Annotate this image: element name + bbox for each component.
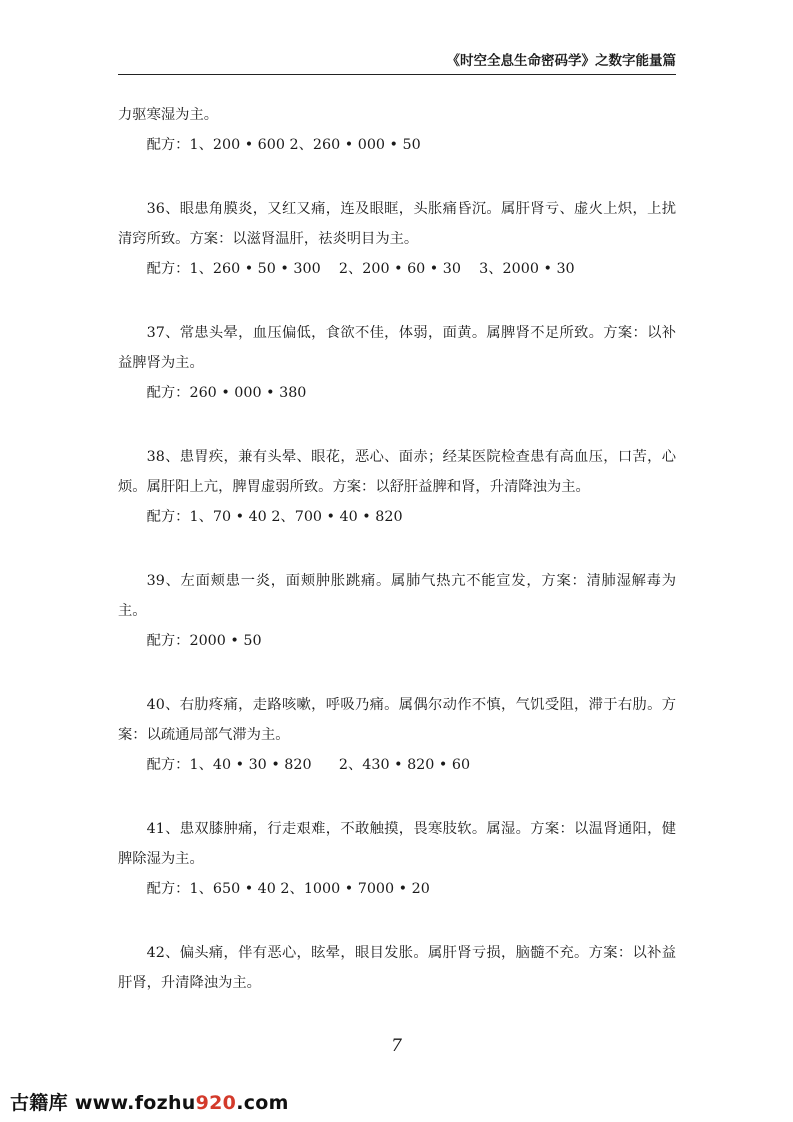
page-body — [118, 100, 676, 998]
footer-url: www.fozhu920.com — [74, 1092, 289, 1114]
intro-formula: 配方：1、200 • 600 2、260 • 000 • 50 — [146, 137, 421, 153]
entry-39-formula: 配方：2000 • 50 — [146, 633, 262, 649]
footer-site-name: 古籍库 — [10, 1092, 68, 1114]
entry-37-formula: 配方：260 • 000 • 380 — [146, 385, 307, 401]
watermark-footer[interactable] — [10, 1088, 289, 1115]
entry-41-formula: 配方：1、650 • 40 2、1000 • 7000 • 20 — [146, 881, 430, 897]
entry-40-text: 40、右肋疼痛，走路咳嗽，呼吸乃痛。属偶尔动作不慎，气饥受阻，滞于右肋。方案：以疏通局部气滞为主。 — [118, 697, 676, 743]
entry-41-text: 41、患双膝肿痛，行走艰难，不敢触摸，畏寒肢软。属湿。方案：以温肾通阳，健脾除湿为主。 — [118, 821, 676, 867]
entry-37-text: 37、常患头晕，血压偏低，食欲不佳，体弱，面黄。属脾肾不足所致。方案：以补益脾肾为主。 — [118, 325, 676, 371]
entry-42-text: 42、偏头痛，伴有恶心，眩晕，眼目发胀。属肝肾亏损，脑髓不充。方案：以补益肝肾，升清降浊为主。 — [118, 945, 676, 991]
running-header: 《时空全息生命密码学》之数字能量篇 — [446, 53, 676, 69]
entry-39-text: 39、左面颊患一炎，面颊肿胀跳痛。属肺气热亢不能宣发，方案：清肺湿解毒为主。 — [118, 573, 676, 619]
intro-text: 力驱寒湿为主。 — [118, 107, 219, 123]
page-number: 7 — [391, 1036, 402, 1056]
header-rule — [118, 74, 676, 75]
entry-38-text: 38、患胃疾，兼有头晕、眼花，恶心、面赤；经某医院检查患有高血压，口苦，心烦。属肝阳上亢，脾胃虚弱所致。方案：以舒肝益脾和肾，升清降浊为主。 — [118, 449, 676, 495]
entry-36-text: 36、眼患角膜炎，又红又痛，连及眼眶，头胀痛昏沉。属肝肾亏、虚火上炽，上扰清窍所致。方案：以滋肾温肝，祛炎明目为主。 — [118, 201, 676, 247]
entry-40-formula: 配方：1、40 • 30 • 820 2、430 • 820 • 60 — [146, 757, 471, 773]
entry-36-formula: 配方：1、260 • 50 • 300 2、200 • 60 • 30 3、2000 • 30 — [146, 261, 575, 277]
entry-38-formula: 配方：1、70 • 40 2、700 • 40 • 820 — [146, 509, 403, 525]
